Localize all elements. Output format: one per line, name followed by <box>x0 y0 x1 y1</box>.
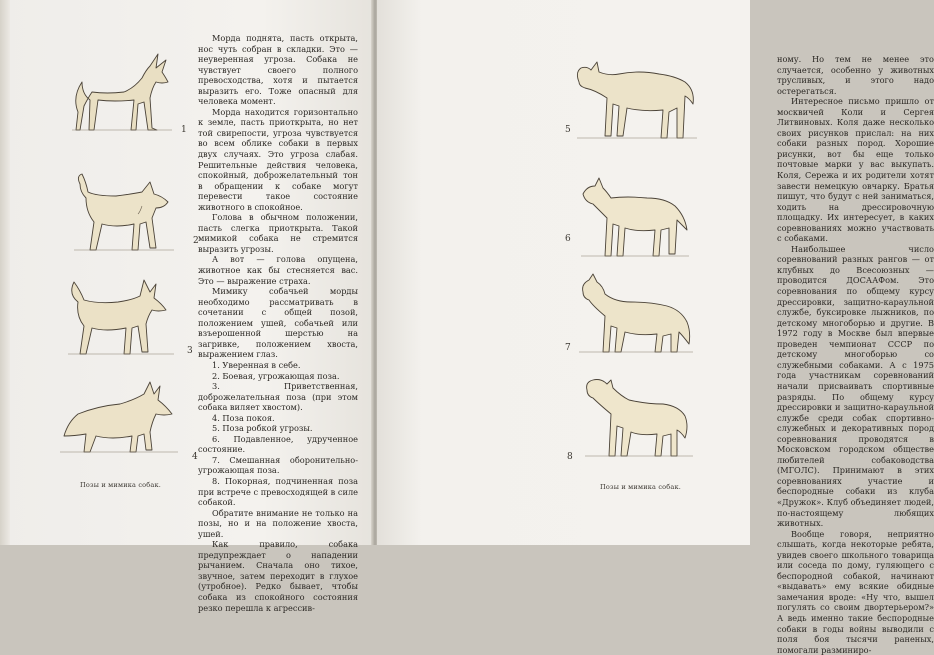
list-item: 2. Боевая, угрожающая поза. <box>212 370 340 381</box>
paragraph: Морда поднята, пасть открыта, нос чуть собран в складки. Это — неуверенная угроза. Собака не чувствует своего полного превосходства, хотя и пытается выразить его. Тоже опасный для человека момент. <box>198 33 358 107</box>
right-page <box>377 0 934 655</box>
left-text-column <box>198 33 358 613</box>
dog-figure-6 <box>577 176 693 262</box>
list-item: 3. Приветственная, доброжелательная поза (при этом собака виляет хвостом). <box>198 381 358 413</box>
dog-figure-4 <box>54 378 184 456</box>
figure-number-3: 3 <box>187 346 193 356</box>
paragraph: Интересное письмо пришло от москвичей Коли и Сергея Литвиновых. Коля даже несколько своих рисунков прислал: на них собаки разных пород. Хорошие рисунки, вот бы еще только почтовые марки у вас выкупать. Коля, Сережа и их родители хотят завести немецкую овчарку. Братья пишут, что будут с ней заниматься, ходить на дрессировочную площадку. Их интересует, в каких соревнованиях можно участвовать с собаками. <box>777 96 934 244</box>
paragraph: ному. Но тем не менее это случается, особенно у животных трусливых, и этого надо остерегаться. <box>777 54 934 96</box>
dog-figure-2 <box>66 172 182 254</box>
right-text-column <box>777 54 934 655</box>
paragraph: Морда находится горизонтально к земле, пасть приоткрыта, но нет той свирепости, угроза чувствуется во всем облике собаки в первых двух случаях. Это угроза слабая. Решительные действия человека, спокойный, доброжелательный тон в обращении к собаке могут перевести такое состояние животного в спокойное. <box>198 106 358 212</box>
paragraph: А вот — голова опущена, животное как бы стесняется вас. Это — выражение страха. <box>198 254 358 286</box>
figure-number-1: 1 <box>181 125 187 135</box>
paragraph: Мимику собачьей морды необходимо рассматривать в сочетании с общей позой, положением ушей, собачьей или взъерошенной шерстью на загривке, положением хвоста, выражением глаз. <box>198 286 358 360</box>
figure-caption-right: Позы и мимика собак. <box>600 483 682 491</box>
left-page-edge <box>0 0 10 545</box>
dog-figure-3 <box>58 274 184 358</box>
list-item: 6. Подавленное, удрученное состояние. <box>198 433 358 455</box>
paragraph: Обратите внимание не только на позы, но и на положение хвоста, ушей. <box>198 507 358 539</box>
figure-caption-left: Позы и мимика собак. <box>80 481 162 489</box>
dog-figure-7 <box>575 272 697 356</box>
paragraph: Вообще говоря, неприятно слышать, когда некоторые ребята, увидев своего школьного товарища или соседа по дому, гуляющего с беспородной собакой, начинают «выдавать» ему всякие обидные замечания вроде: «Ну что, вышел погулять со своим двортерьером?» А ведь именно такие беспородные собаки в годы войны выводили с поля боя тысячи раненых, помогали разминиро- <box>777 528 934 655</box>
paragraph: Голова в обычном положении, пасть слегка приоткрыта. Такой мимикой собака не стремится выразить угрозы. <box>198 212 358 254</box>
list-item: 4. Поза покоя. <box>212 412 275 423</box>
figure-number-4: 4 <box>192 452 198 462</box>
left-page <box>0 0 373 613</box>
list-item: 5. Поза робкой угрозы. <box>212 423 313 434</box>
figure-number-2: 2 <box>193 236 199 246</box>
paragraph: Наибольшее число соревнований разных рангов — от клубных до Всесоюзных — проводится ДОСААФом. Это соревнования по общему курсу дрессировки, защитно-караульной службе, буксировке лыжников, по детскому многоборью и другие. В 1972 году в Москве был впервые проведен чемпионат СССР по детскому многоборью со служебными собаками. А с 1975 года участникам соревнований начали присваивать спортивные разряды. По общему курсу дрессировки и защитно-караульной службе среди собак спортивно-служебных и декоративных пород соревнования проводятся в Московском городском обществе любителей собаководства (МГОЛС). Принимают в этих соревнованиях участие и беспородные собаки из клуба «Дружок». Клуб объединяет людей, по-настоящему любящих животных. <box>777 243 934 529</box>
dog-figure-5 <box>573 58 701 144</box>
dog-figure-1 <box>62 42 182 134</box>
figure-number-6: 6 <box>565 234 571 244</box>
figure-number-5: 5 <box>565 125 571 135</box>
list-item: 8. Покорная, подчиненная поза при встрече с превосходящей в силе собакой. <box>198 475 358 508</box>
figure-number-7: 7 <box>565 343 571 353</box>
list-item: 1. Уверенная в себе. <box>212 359 301 370</box>
dog-figure-8 <box>581 376 697 460</box>
list-item: 7. Смешанная оборонительно-угрожающая поза. <box>198 454 358 476</box>
figure-number-8: 8 <box>567 452 573 462</box>
paragraph: Как правило, собака предупреждает о нападении рычанием. Сначала оно тихое, звучное, затем переходит в глухое (утробное). Редко бывает, чтобы собака из спокойного состояния резко перешла к агрессив- <box>198 539 358 613</box>
